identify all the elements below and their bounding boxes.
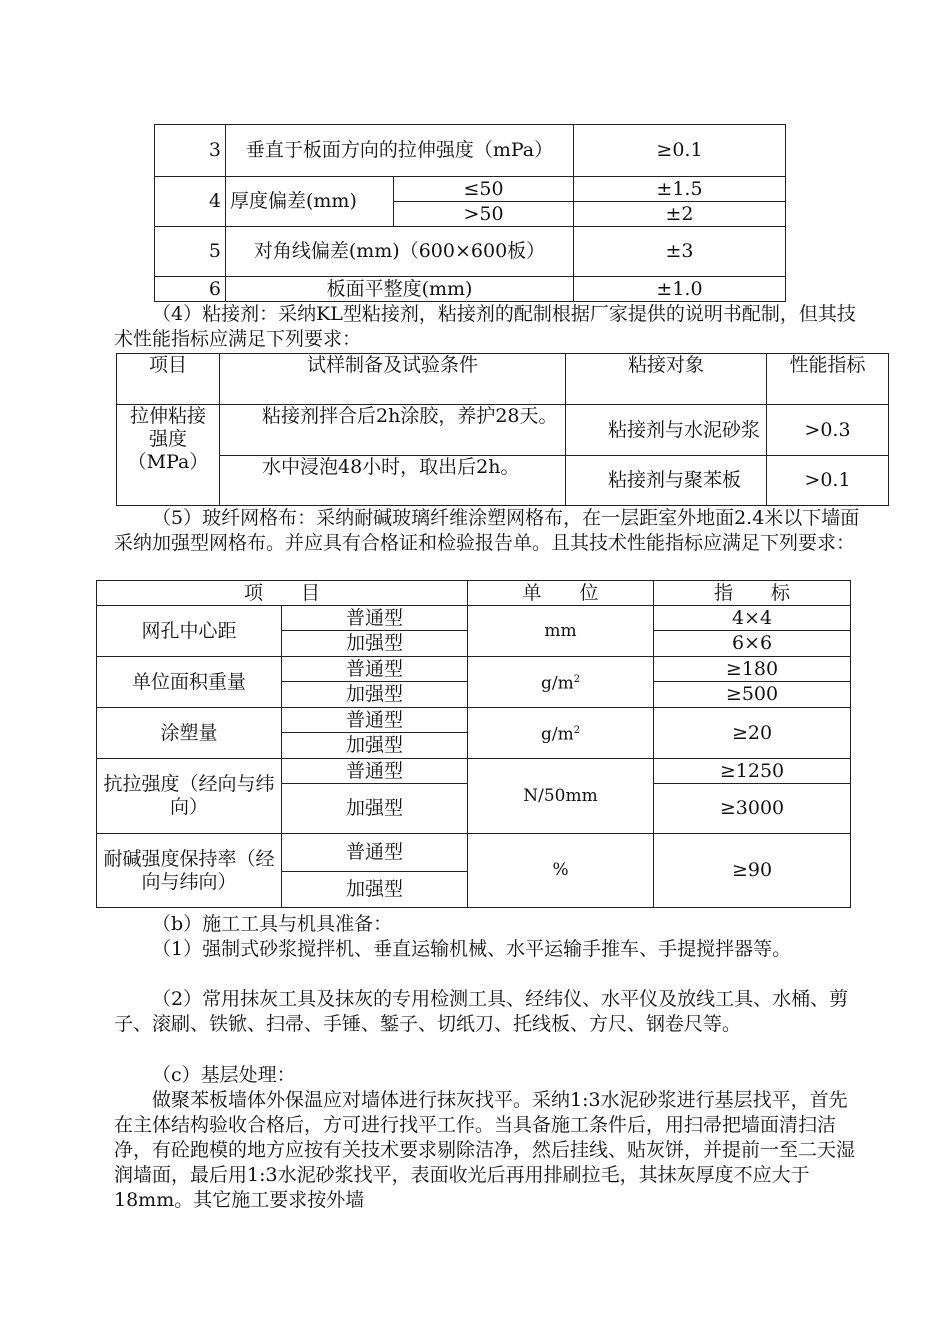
type-strong: 加强型 (282, 631, 468, 657)
sub-condition: >50 (394, 202, 574, 227)
paragraph-base-heading: （c）基层处理： (152, 1064, 296, 1086)
item-tensile-bond: 拉伸粘接强度（MPa） (117, 405, 220, 506)
unit: mm (468, 606, 654, 657)
index-value: ≥3000 (654, 784, 851, 834)
index-value: ≥180 (654, 657, 851, 682)
index-value: 4×4 (654, 606, 851, 631)
type-normal: 普通型 (282, 834, 468, 872)
condition-2: 水中浸泡48小时，取出后2h。 (220, 456, 566, 506)
item-value: ≥0.1 (574, 125, 786, 177)
item-value: ±1.5 (574, 177, 786, 202)
value-2: >0.1 (767, 456, 889, 506)
index-value: ≥500 (654, 682, 851, 708)
header-object: 粘接对象 (566, 354, 767, 405)
mesh-spec-table (96, 580, 851, 908)
index-value: ≥20 (654, 708, 851, 759)
row-number: 5 (155, 227, 226, 277)
value-1: >0.3 (767, 405, 889, 456)
type-strong: 加强型 (282, 733, 468, 759)
adhesive-spec-table (116, 353, 889, 506)
item-name: 厚度偏差(mm) (226, 177, 394, 227)
item-name: 垂直于板面方向的拉伸强度（mPa） (226, 125, 574, 177)
unit: $g/m^2$ (468, 657, 654, 708)
type-normal: 普通型 (282, 708, 468, 733)
item-name: 涂塑量 (97, 708, 282, 759)
header-index: 性能指标 (767, 354, 889, 405)
paragraph-mesh: （5）玻纤网格布：采纳耐碱玻璃纤维涂塑网格布，在一层距室外地面2.4米以下墙面采纳加强型网格布。并应具有合格证和检验报告单。且其技术性能指标应满足下列要求： (114, 507, 860, 554)
paragraph-base-treatment: 做聚苯板墙体外保温应对墙体进行抹灰找平。采纳1:3水泥砂浆进行基层找平，首先在主体结构验收合格后，方可进行找平工作。当具备施工条件后，用扫帚把墙面清扫洁净，有砼跑模的地方应按有关技术要求剔除洁净，然后挂线、贴灰饼，并提前一至二天湿润墙面，最后用1:3水泥砂浆找平，表面收光后再用排刷拉毛，其抹灰厚度不应大于18mm。其它施工要求按外墙 (114, 1089, 856, 1211)
paragraph-tools-heading: （b）施工工具与机具准备： (152, 913, 393, 935)
item-name: 对角线偏差(mm)（600×600板） (226, 227, 574, 277)
unit: $g/m^2$ (468, 708, 654, 759)
header-index: 指 标 (654, 581, 851, 606)
type-normal: 普通型 (282, 657, 468, 682)
item-name: 网孔中心距 (97, 606, 282, 657)
item-name: 耐碱强度保持率（经向与纬向） (97, 834, 282, 908)
unit: % (468, 834, 654, 908)
header-item: 项 目 (97, 581, 468, 606)
condition-1: 粘接剂拌合后2h涂胶，养护28天。 (220, 405, 566, 456)
type-normal: 普通型 (282, 606, 468, 631)
object-cement-mortar: 粘接剂与水泥砂浆 (566, 405, 767, 456)
item-name: 板面平整度(mm) (226, 277, 574, 302)
type-normal: 普通型 (282, 759, 468, 784)
header-item: 项目 (117, 354, 220, 405)
paragraph-adhesive: （4）粘接剂：采纳KL型粘接剂，粘接剂的配制根据厂家提供的说明书配制，但其技术性能指标应满足下列要求： (114, 303, 856, 350)
item-value: ±3 (574, 227, 786, 277)
type-strong: 加强型 (282, 872, 468, 908)
paragraph-tools-1: （1）强制式砂浆搅拌机、垂直运输机械、水平运输手推车、手提搅拌器等。 (152, 938, 792, 960)
item-name: 单位面积重量 (97, 657, 282, 708)
item-value: ±2 (574, 202, 786, 227)
item-name: 抗拉强度（经向与纬向） (97, 759, 282, 834)
unit: N/50mm (468, 759, 654, 834)
item-value: ±1.0 (574, 277, 786, 302)
material-spec-table (154, 124, 786, 302)
object-polystyrene: 粘接剂与聚苯板 (566, 456, 767, 506)
type-strong: 加强型 (282, 784, 468, 834)
row-number: 6 (155, 277, 226, 302)
index-value: 6×6 (654, 631, 851, 657)
sub-condition: ≤50 (394, 177, 574, 202)
type-strong: 加强型 (282, 682, 468, 708)
row-number: 4 (155, 177, 226, 227)
header-unit: 单 位 (468, 581, 654, 606)
index-value: ≥90 (654, 834, 851, 908)
index-value: ≥1250 (654, 759, 851, 784)
header-condition: 试样制备及试验条件 (220, 354, 566, 405)
row-number: 3 (155, 125, 226, 177)
paragraph-tools-2: （2）常用抹灰工具及抹灰的专用检测工具、经纬仪、水平仪及放线工具、水桶、剪子、滚刷、铁锨、扫帚、手锤、錾子、切纸刀、托线板、方尺、钢卷尺等。 (114, 988, 849, 1035)
